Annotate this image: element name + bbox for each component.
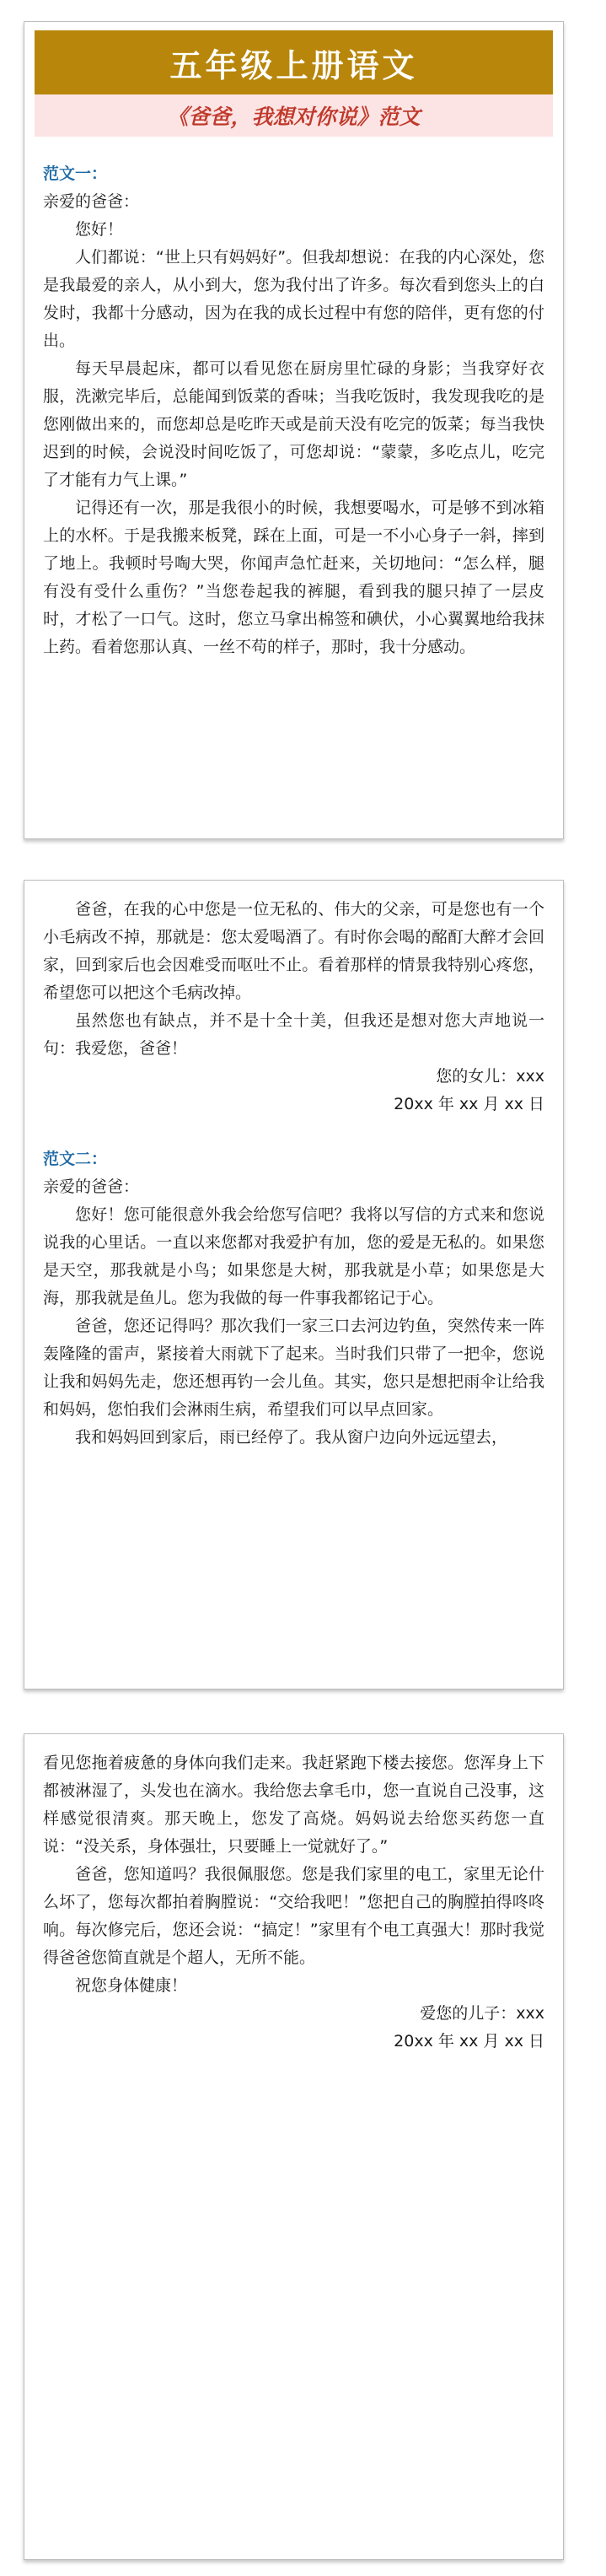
essay2-paragraph-2: 爸爸，您还记得吗？那次我们一家三口去河边钓鱼，突然传来一阵轰隆隆的雷声，紧接着大雨就下了起来。当时我们只带了一把伞，您说让我和妈妈先走，您还想再钓一会儿鱼。其实，您只是想把雨伞让给我和妈妈，您怕我们会淋雨生病，希望我们可以早点回家。	[43, 1317, 544, 1419]
essay2-paragraph-3-start: 我和妈妈回到家后，雨已经停了。我从窗户边向外远远望去，	[75, 1428, 508, 1447]
essay1-paragraph-4: 爸爸，在我的心中您是一位无私的、伟大的父亲，可是您也有一个小毛病改不掉，那就是：您太爱喝酒了。有时你会喝的酩酊大醉才会回家，回到家后也会因难受而呕吐不止。看着那样的情景我特别心疼您，希望您可以把这个毛病改掉。	[43, 900, 544, 1002]
document-page-3	[24, 1733, 564, 2560]
page-subtitle: 《爸爸，我想对你说》范文	[167, 105, 421, 129]
essay-body-part2	[24, 881, 563, 1452]
title-banner	[35, 30, 553, 94]
essay2-date: 20xx 年 xx 月 xx 日	[394, 2032, 544, 2051]
essay1-signature: 您的女儿：xxx	[436, 1067, 544, 1086]
essay1-paragraph-2: 每天早晨起床，都可以看见您在厨房里忙碌的身影；当我穿好衣服，洗漱完毕后，总能闻到饭菜的香味；当我吃饭时，我发现我吃的是您刚做出来的，而您却总是吃昨天或是前天没有吃完的饭菜；每当我快迟到的时候，会说没时间吃饭了，可您却说：“蒙蒙，多吃点儿，吃完了才能有力气上课。”	[43, 359, 544, 489]
essay2-greeting: 亲爱的爸爸：	[43, 1178, 140, 1196]
section-gap	[43, 1118, 544, 1145]
essay1-date: 20xx 年 xx 月 xx 日	[394, 1095, 544, 1113]
subtitle-banner	[35, 94, 553, 137]
essay2-paragraph-3-end: 看见您拖着疲惫的身体向我们走来。我赶紧跑下楼去接您。您浑身上下都被淋湿了，头发也在滴水。我给您去拿毛巾，您一直说自己没事，这样感觉很清爽。那天晚上，您发了高烧。妈妈说去给您买药您一直说：“没关系，身体强壮，只要睡上一觉就好了。”	[43, 1754, 544, 1856]
essay2-paragraph-4: 爸爸，您知道吗？我很佩服您。您是我们家里的电工，家里无论什么坏了，您每次都拍着胸膛说：“交给我吧！”您把自己的胸膛拍得咚咚响。每次修完后，您还会说：“搞定！”家里有个电工真强大！那时我觉得爸爸您简直就是个超人，无所不能。	[43, 1865, 544, 1967]
essay1-greeting: 亲爱的爸爸：	[43, 192, 140, 211]
essay1-body-part1	[24, 137, 563, 661]
document-page-1	[24, 21, 564, 839]
essay2-body-part3	[24, 1734, 563, 2056]
essay2-paragraph-5: 祝您身体健康！	[75, 1976, 188, 1995]
essay2-heading: 范文二：	[43, 1150, 108, 1168]
essay2-paragraph-1: 您好！您可能很意外我会给您写信吧？我将以写信的方式来和您说说我的心里话。一直以来您都对我爱护有加，您的爱是无私的。如果您是天空，那我就是小鸟；如果您是大树，那我就是小草；如果您是大海，那我就是鱼儿。您为我做的每一件事我都铭记于心。	[43, 1205, 544, 1307]
essay1-heading: 范文一：	[43, 164, 108, 183]
essay1-paragraph-5: 虽然您也有缺点，并不是十全十美，但我还是想对您大声地说一句：我爱您，爸爸！	[43, 1011, 544, 1058]
essay2-signature: 爱您的儿子：xxx	[420, 2004, 544, 2023]
essay1-paragraph-1: 人们都说：“世上只有妈妈好”。但我却想说：在我的内心深处，您是我最爱的亲人，从小到大，您为我付出了许多。每次看到您头上的白发时，我都十分感动，因为在我的成长过程中有您的陪伴，更有您的付出。	[43, 248, 544, 350]
document-page-2	[24, 880, 564, 1689]
essay1-paragraph-3: 记得还有一次，那是我很小的时候，我想要喝水，可是够不到冰箱上的水杯。于是我搬来板凳，踩在上面，可是一不小心身子一斜，摔到了地上。我顿时号啕大哭，你闻声急忙赶来，关切地问：“怎么样，腿有没有受什么重伤？”当您卷起我的裤腿，看到我的腿只掉了一层皮时，才松了一口气。这时，您立马拿出棉签和碘伏，小心翼翼地给我抹上药。看着您那认真、一丝不苟的样子，那时，我十分感动。	[43, 498, 544, 656]
essay1-salutation: 您好！	[75, 220, 124, 239]
page-title: 五年级上册语文	[169, 46, 418, 84]
